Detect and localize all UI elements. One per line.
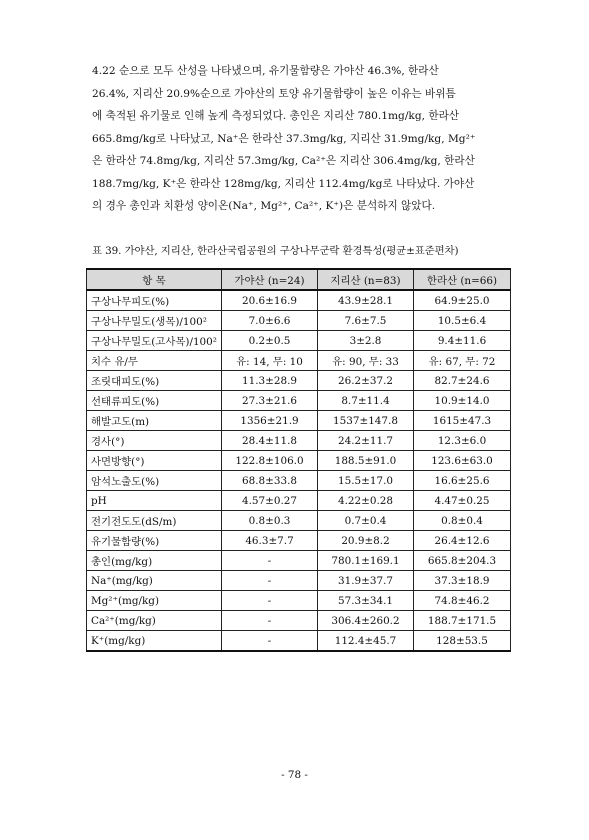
cell-item: 선태류피도(%) <box>87 391 222 411</box>
table-body <box>87 290 511 651</box>
cell-jirisan: 20.9±8.2 <box>318 531 414 551</box>
cell-hallasan: 9.4±11.6 <box>414 331 511 351</box>
cell-hallasan: 0.8±0.4 <box>414 511 511 531</box>
table-row <box>87 511 511 531</box>
cell-item: 구상나무밀도(고사목)/100² <box>87 331 222 351</box>
cell-hallasan: 4.47±0.25 <box>414 491 511 511</box>
cell-item: 암석노출도(%) <box>87 471 222 491</box>
cell-item: 총인(mg/kg) <box>87 551 222 571</box>
cell-jirisan: 24.2±11.7 <box>318 431 414 451</box>
page-number: - 78 - <box>281 769 308 781</box>
table-row <box>87 351 511 371</box>
cell-hallasan: 37.3±18.9 <box>414 571 511 591</box>
environment-table <box>86 268 511 652</box>
table-row <box>87 491 511 511</box>
paragraph-line: 의 경우 총인과 치환성 양이온(Na⁺, Mg²⁺, Ca²⁺, K⁺)은 분석하지 않았다. <box>92 200 436 212</box>
table-row <box>87 611 511 631</box>
cell-item: 경사(°) <box>87 431 222 451</box>
cell-item: 조릿대피도(%) <box>87 371 222 391</box>
cell-hallasan: 10.9±14.0 <box>414 391 511 411</box>
cell-gayasan: 27.3±21.6 <box>222 391 318 411</box>
cell-item: 구상나무밀도(생목)/100² <box>87 311 222 331</box>
cell-hallasan: 128±53.5 <box>414 631 511 652</box>
cell-gayasan: - <box>222 631 318 652</box>
cell-hallasan: 123.6±63.0 <box>414 451 511 471</box>
cell-item: 사면방향(°) <box>87 451 222 471</box>
table-row <box>87 371 511 391</box>
cell-gayasan: - <box>222 591 318 611</box>
cell-gayasan: 1356±21.9 <box>222 411 318 431</box>
table-row <box>87 290 511 311</box>
cell-hallasan: 188.7±171.5 <box>414 611 511 631</box>
cell-item: Mg²⁺(mg/kg) <box>87 591 222 611</box>
cell-gayasan: 20.6±16.9 <box>222 290 318 311</box>
paragraph-line: 665.8mg/kg로 나타났고, Na⁺은 한라산 37.3mg/kg, 지리산 31.9mg/kg, Mg²⁺ <box>92 132 476 145</box>
table-row <box>87 431 511 451</box>
cell-item: Na⁺(mg/kg) <box>87 571 222 591</box>
cell-item: 해발고도(m) <box>87 411 222 431</box>
cell-jirisan: 43.9±28.1 <box>318 290 414 311</box>
cell-gayasan: 46.3±7.7 <box>222 531 318 551</box>
cell-item: pH <box>87 491 222 511</box>
table-row <box>87 451 511 471</box>
table-row <box>87 391 511 411</box>
cell-hallasan: 유: 67, 무: 72 <box>414 351 511 371</box>
cell-jirisan: 4.22±0.28 <box>318 491 414 511</box>
table-row <box>87 631 511 652</box>
cell-jirisan: 8.7±11.4 <box>318 391 414 411</box>
table-row <box>87 471 511 491</box>
header-hallasan: 한라산 (n=66) <box>414 269 511 290</box>
cell-gayasan: 11.3±28.9 <box>222 371 318 391</box>
paragraph-line: 은 한라산 74.8mg/kg, 지리산 57.3mg/kg, Ca²⁺은 지리산 306.4mg/kg, 한라산 <box>92 155 475 167</box>
cell-hallasan: 10.5±6.4 <box>414 311 511 331</box>
header-gayasan: 가야산 (n=24) <box>222 269 318 290</box>
cell-jirisan: 유: 90, 무: 33 <box>318 351 414 371</box>
cell-item: 전기전도도(dS/m) <box>87 511 222 531</box>
paragraph-line: 188.7mg/kg, K⁺은 한라산 128mg/kg, 지리산 112.4mg/kg로 나타났다. 가야산 <box>92 177 475 190</box>
cell-hallasan: 82.7±24.6 <box>414 371 511 391</box>
cell-gayasan: 28.4±11.8 <box>222 431 318 451</box>
cell-item: 치수 유/무 <box>87 351 222 371</box>
cell-jirisan: 57.3±34.1 <box>318 591 414 611</box>
cell-hallasan: 74.8±46.2 <box>414 591 511 611</box>
cell-hallasan: 16.6±25.6 <box>414 471 511 491</box>
cell-item: 구상나무피도(%) <box>87 290 222 311</box>
table-row <box>87 591 511 611</box>
table-caption: 표 39. 가야산, 지리산, 한라산국립공원의 구상나무군락 환경특성(평균±표준편차) <box>92 245 459 257</box>
table-row <box>87 411 511 431</box>
cell-jirisan: 112.4±45.7 <box>318 631 414 652</box>
header-jirisan: 지리산 (n=83) <box>318 269 414 290</box>
cell-hallasan: 1615±47.3 <box>414 411 511 431</box>
cell-hallasan: 12.3±6.0 <box>414 431 511 451</box>
cell-gayasan: 7.0±6.6 <box>222 311 318 331</box>
header-item: 항 목 <box>87 269 222 290</box>
cell-gayasan: - <box>222 611 318 631</box>
table-row <box>87 311 511 331</box>
paragraph-line: 4.22 순으로 모두 산성을 나타냈으며, 유기물함량은 가야산 46.3%, 한라산 <box>92 65 439 77</box>
cell-jirisan: 780.1±169.1 <box>318 551 414 571</box>
table-row <box>87 531 511 551</box>
cell-hallasan: 665.8±204.3 <box>414 551 511 571</box>
cell-jirisan: 31.9±37.7 <box>318 571 414 591</box>
paragraph-line: 26.4%, 지리산 20.9%순으로 가야산의 토양 유기물함량이 높은 이유는 바위틈 <box>92 87 456 100</box>
cell-hallasan: 26.4±12.6 <box>414 531 511 551</box>
cell-jirisan: 188.5±91.0 <box>318 451 414 471</box>
cell-gayasan: 122.8±106.0 <box>222 451 318 471</box>
cell-gayasan: 4.57±0.27 <box>222 491 318 511</box>
cell-item: K⁺(mg/kg) <box>87 631 222 652</box>
cell-gayasan: 0.2±0.5 <box>222 331 318 351</box>
cell-jirisan: 7.6±7.5 <box>318 311 414 331</box>
cell-gayasan: - <box>222 571 318 591</box>
cell-item: 유기물함량(%) <box>87 531 222 551</box>
cell-jirisan: 26.2±37.2 <box>318 371 414 391</box>
cell-gayasan: 0.8±0.3 <box>222 511 318 531</box>
cell-jirisan: 15.5±17.0 <box>318 471 414 491</box>
cell-jirisan: 3±2.8 <box>318 331 414 351</box>
table-row <box>87 551 511 571</box>
body-paragraph <box>92 60 508 218</box>
paragraph-line: 에 축적된 유기물로 인해 높게 측정되었다. 총인은 지리산 780.1mg/kg, 한라산 <box>92 110 460 122</box>
table-row <box>87 571 511 591</box>
cell-gayasan: 유: 14, 무: 10 <box>222 351 318 371</box>
cell-jirisan: 1537±147.8 <box>318 411 414 431</box>
cell-hallasan: 64.9±25.0 <box>414 290 511 311</box>
cell-jirisan: 0.7±0.4 <box>318 511 414 531</box>
cell-item: Ca²⁺(mg/kg) <box>87 611 222 631</box>
cell-jirisan: 306.4±260.2 <box>318 611 414 631</box>
cell-gayasan: - <box>222 551 318 571</box>
table-row <box>87 331 511 351</box>
cell-gayasan: 68.8±33.8 <box>222 471 318 491</box>
table-header-row <box>87 269 511 290</box>
